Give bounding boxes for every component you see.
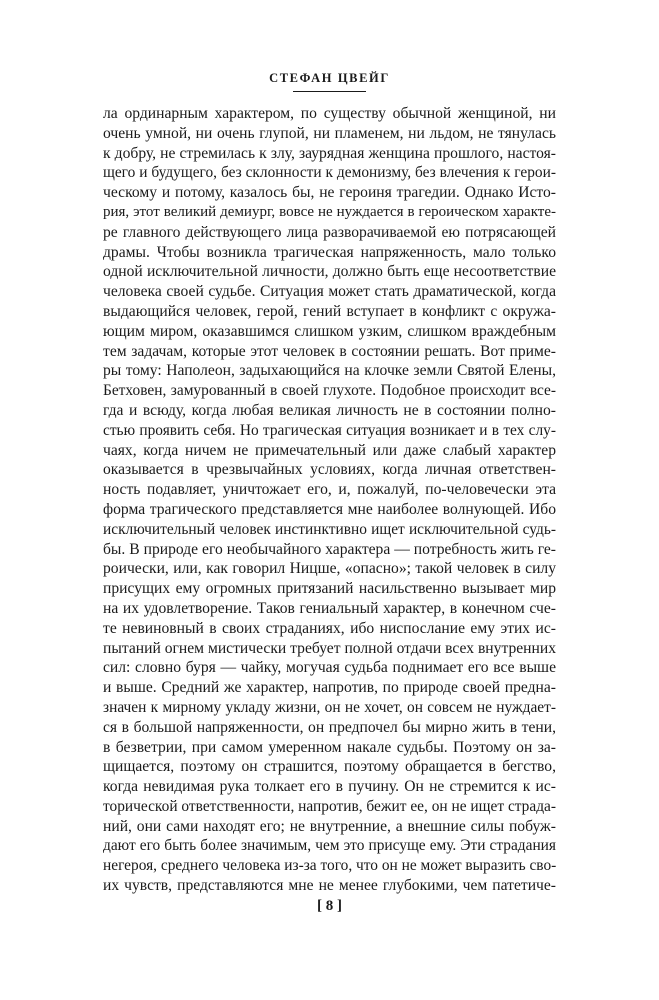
running-head-rule (293, 91, 366, 92)
text-line: щищается, поэтому он страшится, поэтому обращается в бегство, (103, 758, 556, 776)
text-line: присущих ему огромных притязаний насильственно вызывает мир (103, 580, 556, 598)
text-line: гда и всюду, когда любая великая личность не в состоянии полно- (103, 401, 556, 419)
text-line: ла ординарным характером, по существу обычной женщиной, ни (103, 105, 556, 122)
text-line: негероя, среднего человека из-за того, что он не может выразить сво- (103, 857, 556, 875)
text-line: сил: словно буря — чайку, могучая судьба поднимает его все выше (103, 659, 556, 677)
text-line: когда невидимая рука толкает его в пучину. Он не стремится к ис- (103, 778, 556, 796)
text-line: ность подавляет, уничтожает его, и, пожалуй, по-человечески эта (103, 481, 556, 499)
text-line: к добру, не стремилась к злу, заурядная женщина прошлого, настоя- (103, 144, 556, 162)
text-line: человека своей судьбе. Ситуация может стать драматической, когда (103, 283, 556, 301)
running-head: СТЕФАН ЦВЕЙГ (269, 71, 390, 85)
text-line: рия, этот великий демиург, вовсе не нуждается в героическом характе- (103, 203, 556, 220)
text-line: ческому и потому, казалось бы, не героиня трагедии. Однако Исто- (103, 184, 556, 202)
text-line: стью проявить себя. Но трагическая ситуация возникает и в тех слу- (103, 421, 556, 439)
page-number: [ 8 ] (317, 898, 342, 914)
text-line: очень умной, ни очень глупой, ни пламенем, ни льдом, не тянулась (103, 124, 556, 142)
text-line: исключительный человек инстинктивно ищет исключительной судь- (103, 520, 556, 538)
text-line: в безветрии, при самом умеренном накале судьбы. Поэтому он за- (103, 738, 556, 756)
text-line: ре главного действующего лица разворачиваемой ею потрясающей (103, 223, 556, 241)
text-line: их чувств, представляются мне не менее глубокими, чем патетиче- (103, 877, 556, 895)
text-line: ры тому: Наполеон, задыхающийся на клочке земли Святой Елены, (103, 362, 556, 380)
text-line: Бетховен, замурованный в своей глухоте. Подобное происходит все- (103, 382, 556, 400)
text-line: оказывается в чрезвычайных условиях, когда личная ответствен- (103, 461, 556, 479)
text-line: драмы. Чтобы возникла трагическая напряженность, мало только (103, 243, 556, 261)
text-line: бы. В природе его необычайного характера — потребность жить ге- (103, 540, 556, 558)
text-line: и выше. Средний же характер, напротив, по природе своей предна- (103, 679, 556, 697)
text-line: на их удовлетворение. Таков гениальный характер, в конечном сче- (103, 599, 556, 617)
text-line: ющим миром, оказавшимся слишком узким, слишком враждебным (103, 322, 556, 340)
text-line: дают его быть более значимым, чем это присуще ему. Эти страдания (103, 837, 556, 855)
text-line: роически, или, как говорил Ницше, «опасно»; такой человек в силу (103, 560, 556, 578)
text-line: торической ответственности, напротив, бежит ее, он не ищет страда- (103, 797, 556, 815)
text-line: ний, они сами находят его; не внутренние, а внешние силы побуж- (103, 817, 556, 835)
text-line: одной исключительной личности, должно быть еще несоответствие (103, 263, 556, 281)
text-line: форма трагического представляется мне наиболее волнующей. Ибо (103, 500, 556, 518)
text-line: ся в большой напряженности, он предпочел бы мирно жить в тени, (103, 718, 556, 736)
text-line: щего и будущего, без склонности к демонизму, без влечения к герои- (103, 164, 556, 182)
text-line: выдающийся человек, герой, гений вступает в конфликт с окружа- (103, 302, 556, 320)
body-text (103, 104, 556, 896)
text-line: те невиновный в своих страданиях, ибо ниспослание ему этих ис- (103, 619, 556, 637)
text-line: значен к мирному укладу жизни, он не хочет, он совсем не нуждает- (103, 698, 556, 716)
text-line: пытаний огнем мистически требует полной отдачи всех внутренних (103, 639, 556, 657)
text-line: чаях, когда ничем не примечательный или даже слабый характер (103, 441, 556, 459)
text-line: тем задачам, которые этот человек в состоянии решать. Вот приме- (103, 342, 556, 360)
